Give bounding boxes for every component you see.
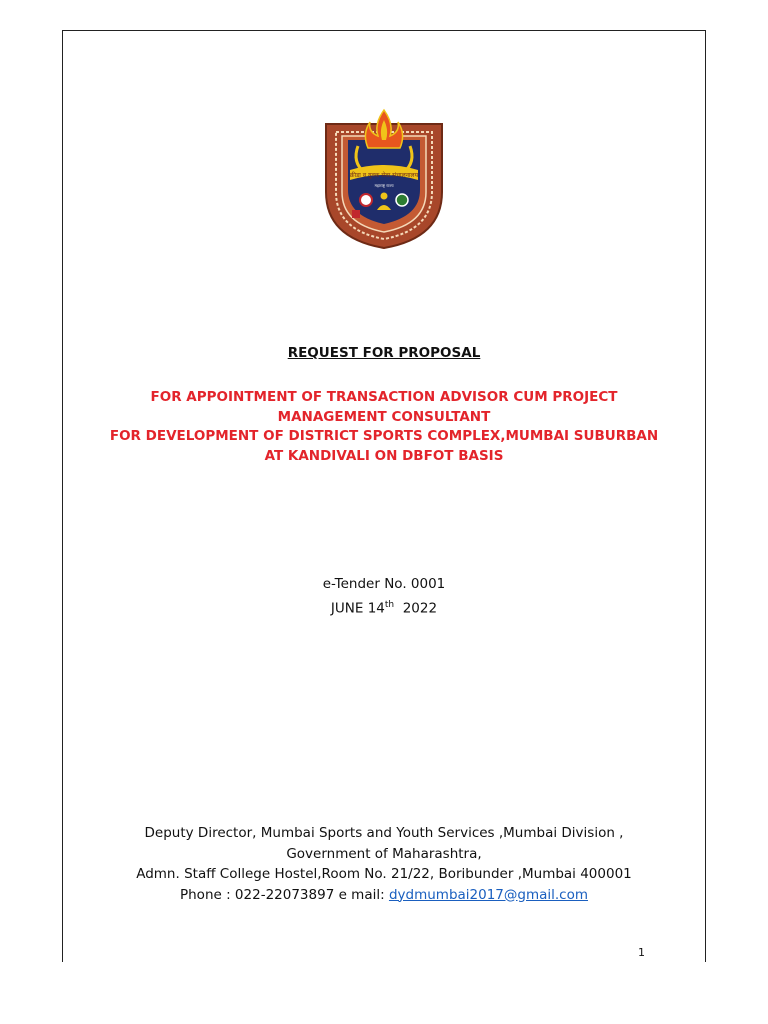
emblem-motto: क्रीडा व युवक सेवा संचालनालय	[349, 172, 419, 179]
address-line-1: Deputy Director, Mumbai Sports and Youth Services ,Mumbai Division ,	[144, 825, 624, 841]
phone-label: Phone : 022-22073897 e mail:	[179, 886, 389, 903]
title-line-2: MANAGEMENT CONSULTANT	[277, 408, 491, 425]
date-prefix: JUNE 14	[330, 600, 385, 617]
title-line-4: AT KANDIVALI ON DBFOT BASIS	[264, 447, 504, 464]
document-heading: REQUEST FOR PROPOSAL	[287, 345, 481, 361]
tender-number: e-Tender No. 0001	[322, 576, 446, 592]
page-number: 1	[638, 946, 645, 959]
title-line-1: FOR APPOINTMENT OF TRANSACTION ADVISOR CUM PROJECT	[150, 389, 618, 405]
contact-address	[62, 823, 706, 905]
document-title	[62, 388, 706, 466]
title-line-3: FOR DEVELOPMENT OF DISTRICT SPORTS COMPLEX,MUMBAI SUBURBAN	[109, 428, 659, 444]
address-line-2: Government of Maharashtra,	[286, 845, 482, 862]
address-line-3: Admn. Staff College Hostel,Room No. 21/22, Boribunder ,Mumbai 400001	[136, 866, 632, 882]
phone-email-line	[62, 885, 706, 906]
date-year: 2022	[394, 600, 438, 617]
emblem-subtext: महाराष्ट्र राज्य	[374, 183, 394, 188]
tender-info	[62, 574, 706, 620]
date-suffix: th	[384, 600, 395, 610]
tender-date	[62, 595, 706, 620]
email-link[interactable]: dydmumbai2017@gmail.com	[388, 886, 589, 903]
sports-department-emblem	[322, 106, 446, 250]
